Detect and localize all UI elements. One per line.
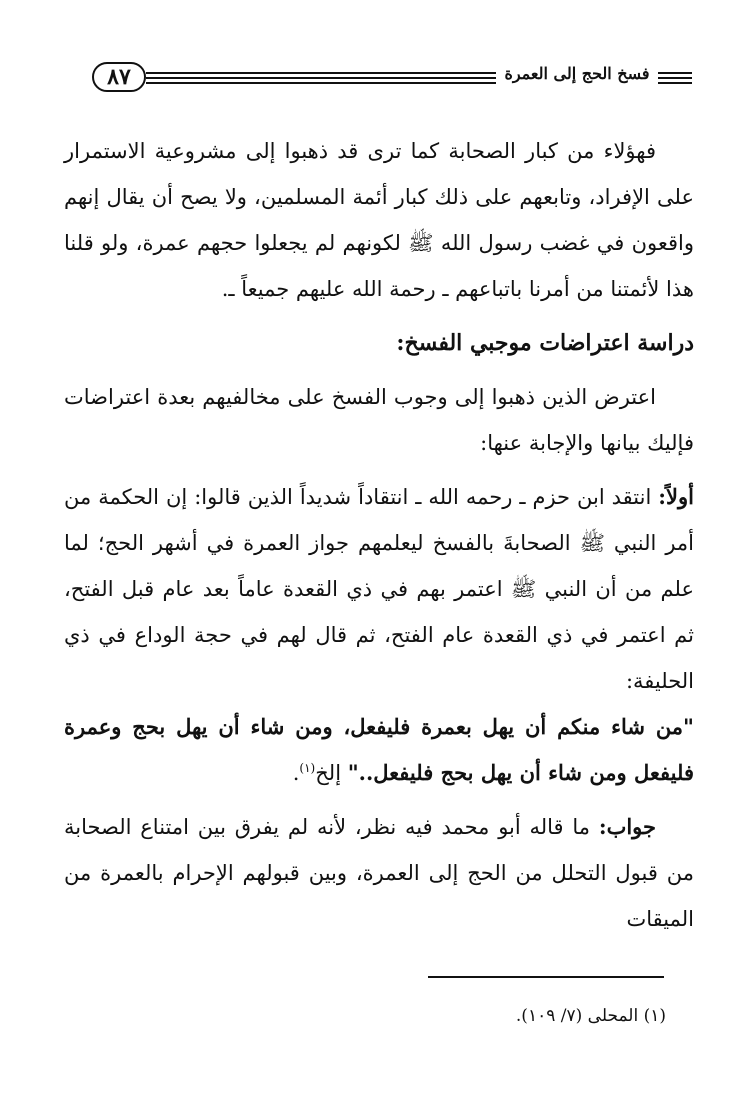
- page-number: ٨٧: [92, 62, 146, 92]
- section-heading: دراسة اعتراضات موجبي الفسخ:: [396, 330, 694, 356]
- footnote-ref: (١): [299, 761, 316, 775]
- paragraph-4-text: ما قاله أبو محمد فيه نظر، لأنه لم يفرق بين امتناع الصحابة من قبول التحلل من الحج إلى العمرة، وبين قبولهم الإحرام بالعمرة من الميقات: [64, 815, 694, 931]
- hadith-quote: "من شاء منكم أن يهل بعمرة فليفعل، ومن شاء أن يهل بحج وعمرة فليفعل ومن شاء أن يهل بحج فليفعل..": [64, 714, 694, 785]
- running-title: فسخ الحج إلى العمرة: [504, 64, 650, 83]
- paragraph-4: [64, 804, 694, 942]
- page-header: [62, 60, 694, 104]
- page-body: [64, 128, 694, 950]
- paragraph-3-text: انتقد ابن حزم ـ رحمه الله ـ انتقاداً شديداً الذين قالوا: إن الحكمة من أمر النبي ﷺ الصحابةَ بالفسخ ليعلمهم جواز العمرة في أشهر الحج؛ لما علم من أن النبي ﷺ اعتمر بهم في ذي القعدة عاماً بعد عام قبل الفتح، ثم اعتمر في ذي القعدة عام الفتح، ثم قال لهم في حجة الوداع في ذي الحليفة:: [64, 485, 694, 693]
- header-rule-left: [146, 72, 496, 86]
- paragraph-1: فهؤلاء من كبار الصحابة كما ترى قد ذهبوا إلى مشروعية الاستمرار على الإفراد، وتابعهم على ذلك كبار أئمة المسلمين، ولا يصح أن يقال إنهم واقعون في غضب رسول الله ﷺ لكونهم لم يجعلوا حجهم عمرة، ولو قلنا هذا لأئمتنا من أمرنا باتباعهم ـ رحمة الله عليهم جميعاً ـ.: [64, 139, 694, 301]
- header-rule-right: [658, 72, 692, 86]
- paragraph-3-label: أولاً:: [658, 484, 694, 509]
- footnote: (١) المحلى (٧/ ١٠٩).: [515, 1006, 666, 1026]
- paragraph-2: اعترض الذين ذهبوا إلى وجوب الفسخ على مخالفيهم بعدة اعتراضات فإليك بيانها والإجابة عنها:: [64, 385, 694, 455]
- footnote-divider: [428, 976, 664, 978]
- paragraph-3-tail: إلخ: [315, 761, 348, 785]
- paragraph-4-label: جواب:: [598, 814, 656, 839]
- paragraph-3: أولاً: انتقد ابن حزم ـ رحمه الله ـ انتقاداً شديداً الذين قالوا: إن الحكمة من أمر النبي ﷺ الصحابةَ بالفسخ ليعلمهم جواز العمرة في أشهر الحج؛ لما علم من أن النبي ﷺ اعتمر بهم في ذي القعدة عاماً بعد عام قبل الفتح، ثم اعتمر في ذي القعدة عام الفتح، ثم قال لهم في حجة الوداع في ذي الحليفة: "من شاء منكم أن يهل بعمرة فليفعل، ومن شاء أن يهل بحج وعمرة فليفعل ومن شاء أن يهل بحج فليفعل.." إلخ$^{(١)}$.: [64, 484, 694, 785]
